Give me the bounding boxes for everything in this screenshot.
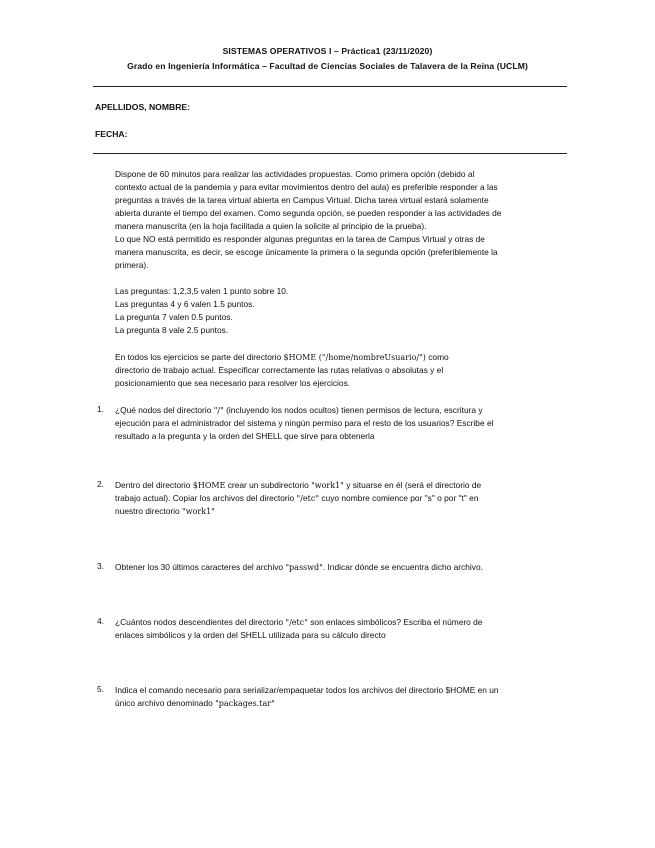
question-1-text: ¿Qué nodos del directorio "/" (incluyendo los nodos ocultos) tienen permisos de lectura, escritura y ejecución para el administrador del sistema y ningún permiso para el resto de los usuarios? Escribe el resultado a la pregunta y la orden del SHELL que sirve para obtenerla xyxy=(115,405,494,441)
question-5-text: Indica el comando necesario para serializar/empaquetar todos los archivos del directorio $HOME en un único archivo denominado "packages.tar" xyxy=(115,685,499,708)
context-line: posicionamiento que sea necesario para resolver los ejercicios. xyxy=(115,378,351,388)
scoring-item: Las preguntas: 1,2,3,5 valen 1 punto sobre 10. xyxy=(115,286,289,296)
question-number: 3. xyxy=(97,561,104,571)
scoring-item: La pregunta 8 vale 2.5 puntos. xyxy=(115,325,229,335)
instructions-line: contexto actual de la pandemia y para evitar movimientos dentro del aula) es preferible responder a las xyxy=(115,182,498,192)
instructions-line: manera manuscrita (en la hoja facilitada a quien la solicite al principio de la prueba). xyxy=(115,221,427,231)
divider-top xyxy=(93,86,567,87)
instructions-line: abierta durante el tiempo del examen. Como segunda opción, se pueden responder a las actividades de xyxy=(115,208,502,218)
question-number: 5. xyxy=(97,684,104,694)
context-paragraph xyxy=(115,351,565,390)
instructions-paragraph xyxy=(115,168,565,272)
scoring-item: La pregunta 7 valen 0.5 puntos. xyxy=(115,312,233,322)
scoring-item: Las preguntas 4 y 6 valen 1.5 puntos. xyxy=(115,299,255,309)
question-number: 4. xyxy=(97,616,104,626)
question-number: 1. xyxy=(97,404,104,414)
question-4-text: ¿Cuántos nodos descendientes del directorio "/etc" son enlaces simbólicos? Escriba el número de enlaces simbólicos y la orden del SHELL utilizada para su cálculo directo xyxy=(115,617,483,640)
scoring-list xyxy=(115,285,288,337)
instructions-line: primera). xyxy=(115,260,149,270)
name-field-label: APELLIDOS, NOMBRE: xyxy=(95,102,191,112)
instructions-line: manera manuscrita, es decir, se escoge únicamente la primera o la segunda opción (preferiblemente la xyxy=(115,247,498,257)
instructions-line: Dispone de 60 minutos para realizar las actividades propuestas. Como primera opción (debido al xyxy=(115,169,475,179)
date-field-label: FECHA: xyxy=(95,129,128,139)
question-3-text: Obtener los 30 últimos caracteres del archivo "passwd". Indicar dónde se encuentra dicho archivo. xyxy=(115,562,483,572)
context-line: directorio de trabajo actual. Especificar correctamente las rutas relativas o absolutas y el xyxy=(115,365,444,375)
divider-bottom xyxy=(93,153,567,154)
question-2-text: Dentro del directorio $HOME crear un subdirectorio "work1" y situarse en él (será el directorio de trabajo actual). Copiar los archivos del directorio "/etc" cuyo nombre comience por "s" o por "t" en nuestro directorio "work1" xyxy=(115,480,482,516)
question-number: 2. xyxy=(97,479,104,489)
context-line: En todos los ejercicios se parte del directorio $HOME ("/home/nombreUsuario/") como xyxy=(115,352,449,362)
document-title: SISTEMAS OPERATIVOS I – Práctica1 (23/11/2020) xyxy=(222,46,433,56)
instructions-line: preguntas a través de la tarea virtual abierta en Campus Virtual. Dicha tarea virtual estará solamente xyxy=(115,195,489,205)
instructions-line: Lo que NO está permitido es responder algunas preguntas en la tarea de Campus Virtual y otras de xyxy=(115,234,485,244)
document-subtitle: Grado en Ingeniería Informática – Facultad de Ciencias Sociales de Talavera de la Reina (UCLM) xyxy=(127,61,528,71)
